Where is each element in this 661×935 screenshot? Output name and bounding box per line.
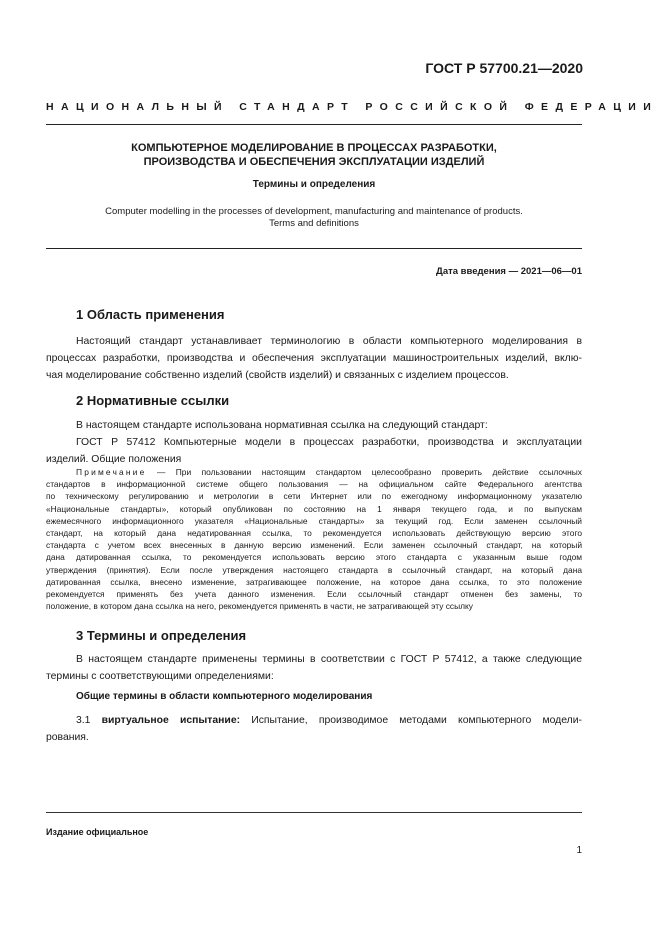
top-divider <box>46 124 582 125</box>
note-line: утверждения (принятия). Если после утверждения настоящего стандарта в ссылочный стандарт, на который дана <box>46 564 582 575</box>
note-label: Примечание <box>76 467 147 477</box>
note-line: стандарт, на который дана недатированная ссылка, то рекомендуется использовать действующую версию этого <box>46 528 582 539</box>
document-subtitle: Термины и определения <box>252 179 376 190</box>
note-line: рекомендуется применять без учета данного изменения. Если ссылочный стандарт отменен без замены, то <box>46 589 582 600</box>
paragraph-line: процессах разработки, производства и обеспечения эксплуатации машиностроительных изделий, вклю- <box>46 353 582 364</box>
section-3-paragraph <box>46 651 582 685</box>
section-1-paragraph <box>46 333 582 384</box>
note-line: положение, в котором дана ссылка на него, рекомендуется применять в части, не затрагивающей эту ссылку <box>46 601 473 612</box>
section-2-paragraph <box>46 417 582 468</box>
note-line: датированная ссылка, внесено изменение, затрагивающее положение, на которое дана ссылка, то это положение <box>46 576 582 587</box>
paragraph-line: термины с соответствующими определениями: <box>46 671 274 682</box>
english-title <box>46 206 582 230</box>
note-line: ежемесячного информационного указателя «Национальные стандарты» за текущий год. Если заменен ссылочный <box>46 515 582 526</box>
note-line: стандарта с учетом всех внесенных в данную версию изменений. Если заменен ссылочный стандарт, на который <box>46 540 582 551</box>
title-divider <box>46 248 582 249</box>
term-definition-continuation: рования. <box>46 732 89 743</box>
paragraph-line: Настоящий стандарт устанавливает терминологию в области компьютерного моделирования в <box>76 336 582 347</box>
document-number: ГОСТ Р 57700.21—2020 <box>425 60 583 76</box>
note-line: «Национальные стандарты», который опубликован по состоянию на 1 января текущего года, и по выпускам <box>46 503 582 514</box>
section-2-heading: 2 Нормативные ссылки <box>76 393 230 408</box>
note-line: по техническому регулированию и метрологии в сети Интернет или по ежегодному информационному указателю <box>46 491 582 502</box>
term-number: 3.1 <box>76 715 102 726</box>
title-line-1: КОМПЬЮТЕРНОЕ МОДЕЛИРОВАНИЕ В ПРОЦЕССАХ РАЗРАБОТКИ, <box>131 142 497 154</box>
term-definition: Испытание, производимое методами компьютерного модели- <box>240 715 582 726</box>
introduction-date: Дата введения — 2021—06—01 <box>436 266 582 277</box>
term-line <box>46 712 582 729</box>
page-number: 1 <box>576 845 582 856</box>
section-1-heading: 1 Область применения <box>76 307 225 322</box>
note-line: дана датированная ссылка, то рекомендуется использовать версию этого стандарта с указанным выше годом <box>46 552 582 563</box>
note-line-first <box>46 466 582 478</box>
footer-divider <box>46 812 582 813</box>
document-title <box>46 141 582 169</box>
term-3-1 <box>46 712 582 746</box>
national-standard-heading: НАЦИОНАЛЬНЫЙ СТАНДАРТ РОССИЙСКОЙ ФЕДЕРАЦИИ <box>46 101 659 113</box>
term-name: виртуальное испытание: <box>101 715 241 726</box>
paragraph-line: изделий. Общие положения <box>46 454 182 465</box>
paragraph-line: В настоящем стандарте применены термины в соответствии с ГОСТ Р 57412, а также следующие <box>76 654 582 665</box>
normative-note <box>46 466 582 612</box>
note-first-text: — При пользовании настоящим стандартом целесообразно проверить действие ссылочных <box>146 467 582 477</box>
official-edition-label: Издание официальное <box>46 827 149 837</box>
paragraph-line: чая моделирование собственно изделий (свойств изделий) и связанных с изделием процессов. <box>46 370 509 381</box>
note-line: стандартов в информационной системе общего пользования — на официальном сайте Федерального агентства <box>46 479 582 490</box>
general-terms-subheading: Общие термины в области компьютерного моделирования <box>76 691 373 702</box>
english-title-line-1: Computer modelling in the processes of development, manufacturing and maintenance of products. <box>105 206 523 217</box>
section-3-heading: 3 Термины и определения <box>76 628 247 643</box>
paragraph-line: ГОСТ Р 57412 Компьютерные модели в процессах разработки, производства и эксплуатации <box>76 437 582 448</box>
title-line-2: ПРОИЗВОДСТВА И ОБЕСПЕЧЕНИЯ ЭКСПЛУАТАЦИИ ИЗДЕЛИЙ <box>143 156 485 168</box>
paragraph-line: В настоящем стандарте использована нормативная ссылка на следующий стандарт: <box>76 420 488 431</box>
english-title-line-2: Terms and definitions <box>269 218 359 229</box>
